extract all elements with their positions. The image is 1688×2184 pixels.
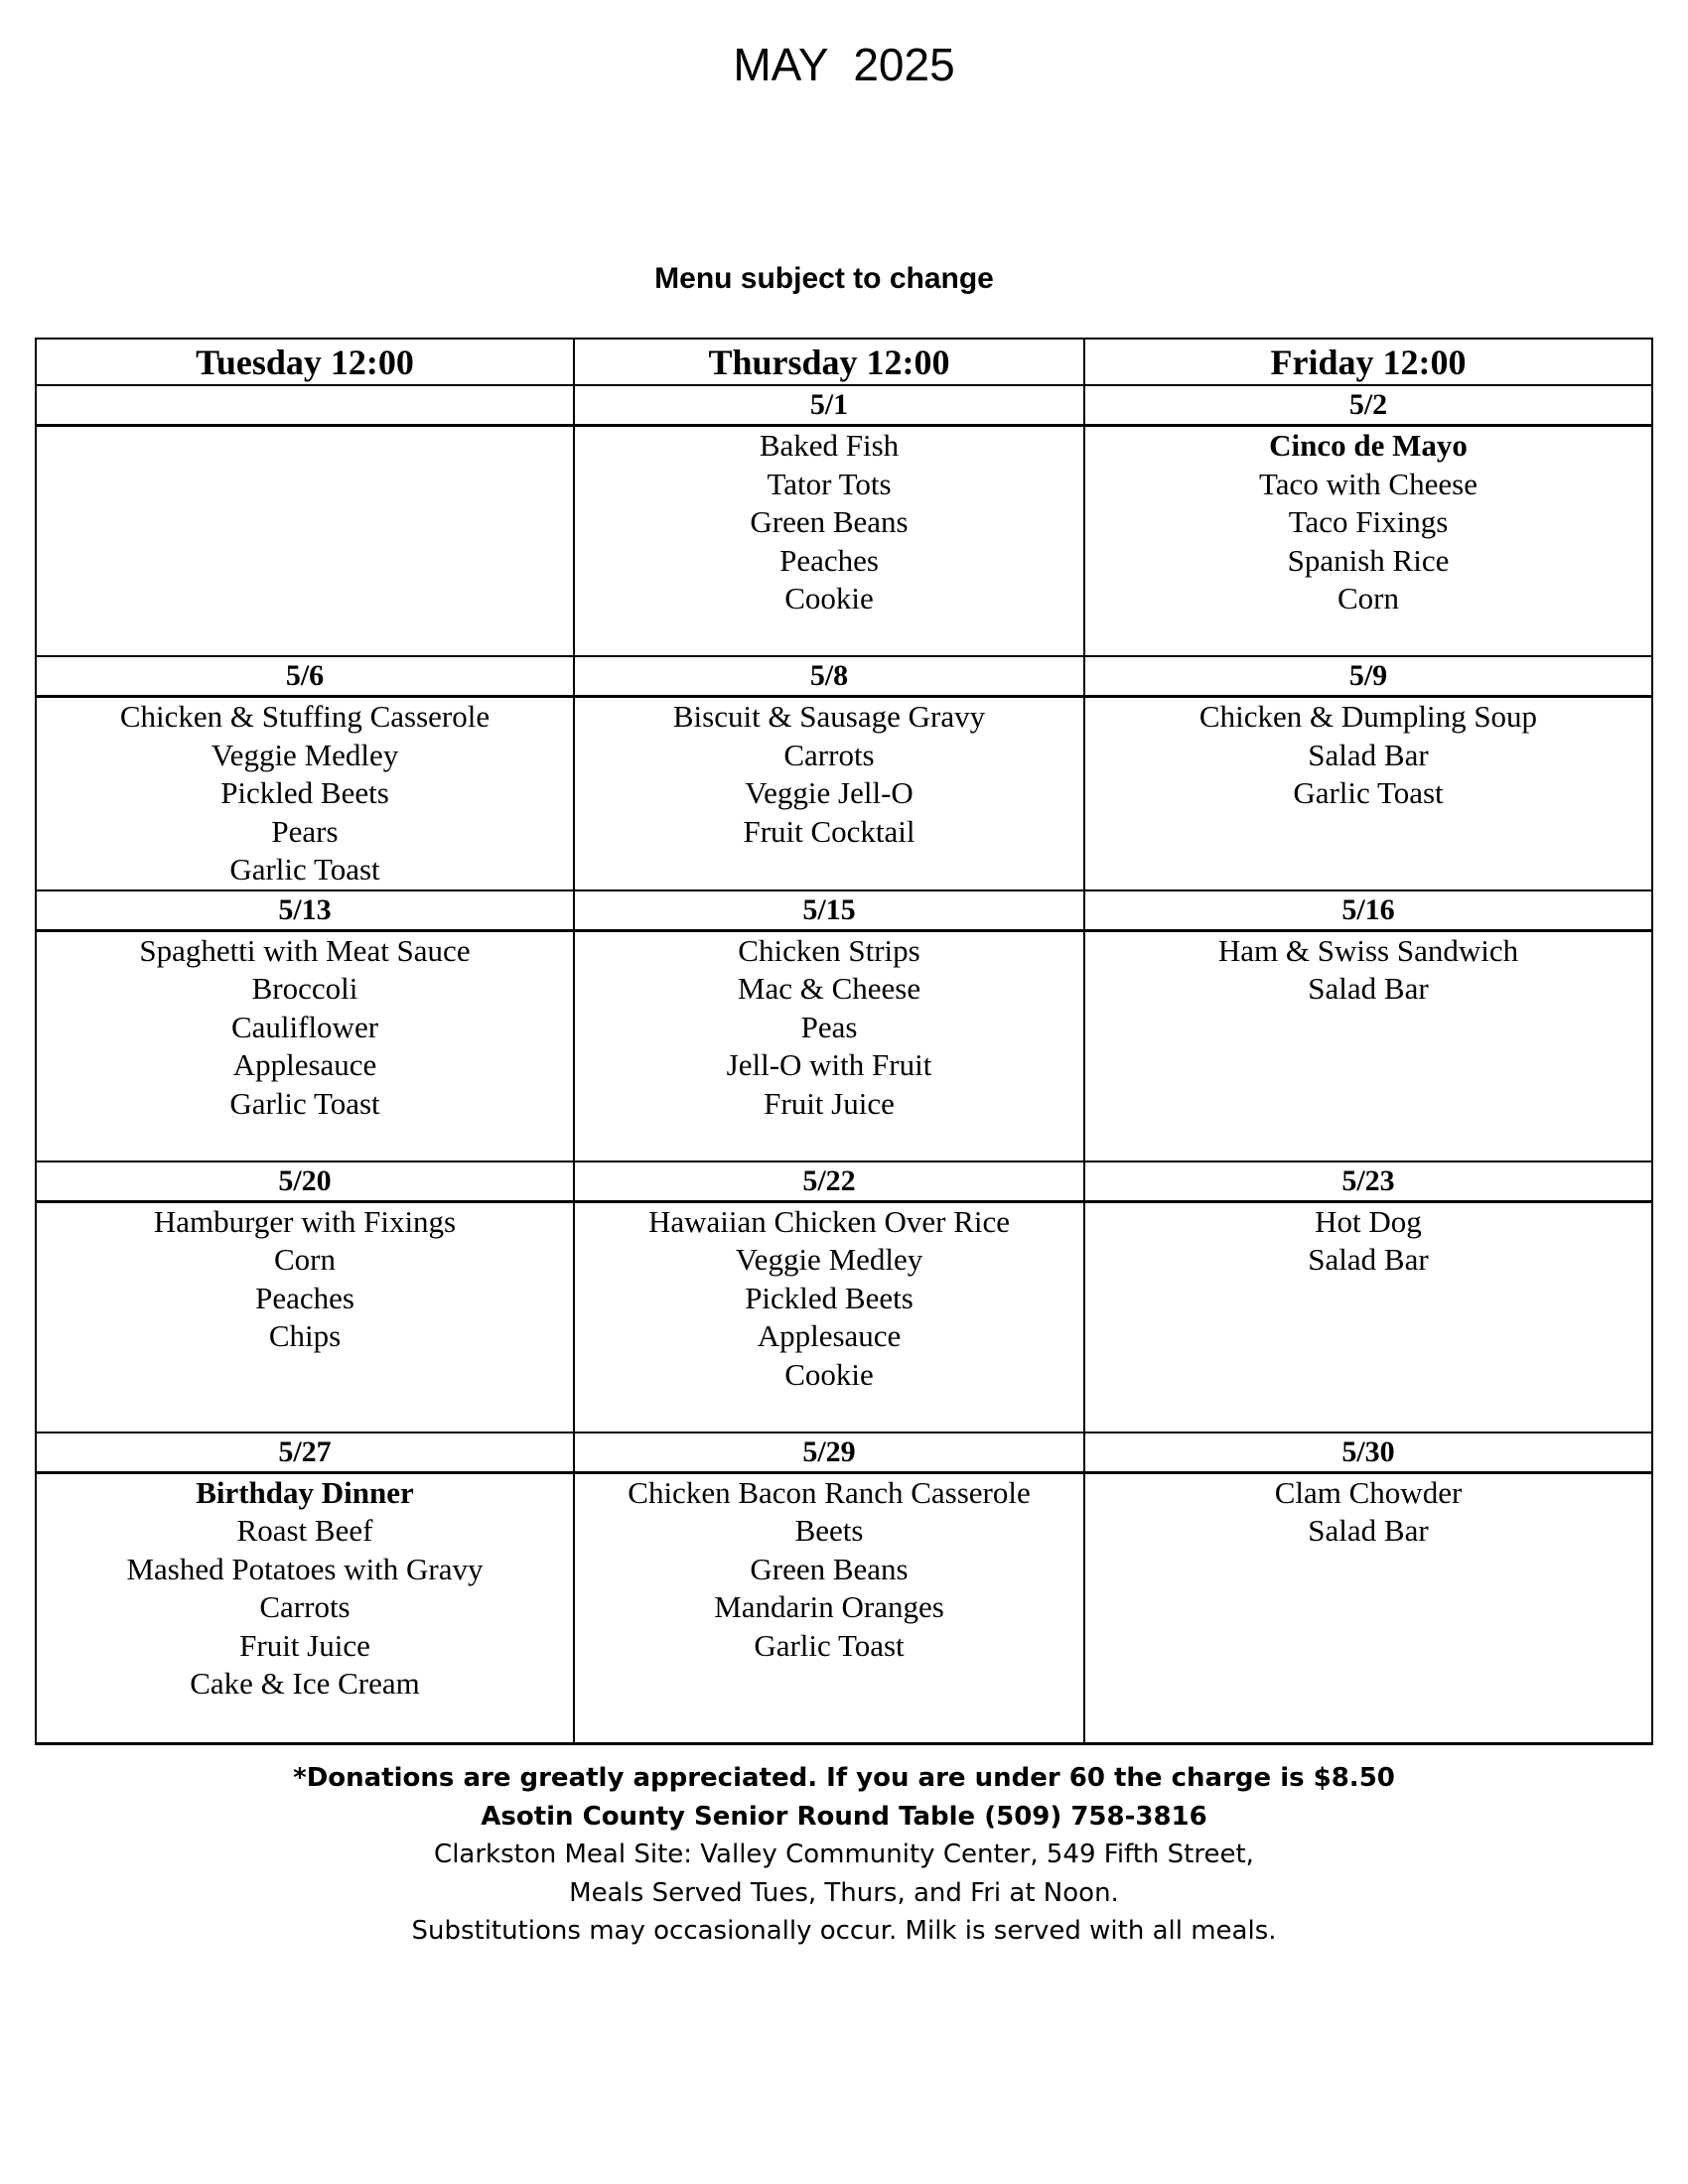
menu-item: Salad Bar — [1308, 971, 1429, 1006]
meal-cell — [1084, 697, 1652, 890]
menu-item: Cookie — [784, 581, 874, 615]
menu-item: Veggie Jell-O — [745, 775, 914, 810]
meal-site-address: Clarkston Meal Site: Valley Community Center, 549 Fifth Street, — [434, 1840, 1254, 1869]
menu-item: Chicken & Dumpling Soup — [1198, 699, 1538, 734]
footer-notes — [0, 1759, 1688, 1951]
meal-cell — [574, 1201, 1084, 1433]
donations-note: *Donations are greatly appreciated. If you are under 60 the charge is $8.50 — [293, 1763, 1395, 1793]
menu-item: Mac & Cheese — [737, 971, 921, 1006]
menu-item: Clam Chowder — [1274, 1474, 1463, 1510]
meal-cell — [574, 426, 1084, 657]
menu-item: Mandarin Oranges — [714, 1589, 944, 1624]
date-row — [36, 656, 1652, 697]
meal-cell — [36, 1472, 574, 1743]
meal-cell — [1084, 1201, 1652, 1433]
meal-cell — [36, 1201, 574, 1433]
menu-item: Corn — [1337, 581, 1399, 615]
date-cell: 5/23 — [1084, 1161, 1652, 1202]
meal-cell — [36, 426, 574, 657]
menu-item: Cake & Ice Cream — [190, 1666, 420, 1701]
date-cell: 5/29 — [574, 1433, 1084, 1473]
menu-subtitle: Menu subject to change — [654, 262, 994, 295]
menu-item: Fruit Cocktail — [743, 813, 915, 849]
menu-item: Salad Bar — [1308, 737, 1429, 772]
menu-item: Chips — [268, 1318, 342, 1353]
meal-row — [36, 697, 1652, 890]
menu-item: Peaches — [779, 542, 879, 578]
menu-item: Carrots — [259, 1589, 351, 1624]
menu-item: Jell-O with Fruit — [726, 1047, 932, 1082]
menu-item: Hawaiian Chicken Over Rice — [647, 1203, 1011, 1239]
menu-item: Fruit Juice — [239, 1627, 370, 1663]
meal-row — [36, 1472, 1652, 1743]
menu-item: Chicken & Stuffing Casserole — [119, 699, 491, 734]
substitutions-note: Substitutions may occasionally occur. Milk is served with all meals. — [411, 1916, 1277, 1946]
date-cell: 5/30 — [1084, 1433, 1652, 1473]
menu-item: Tator Tots — [767, 466, 892, 501]
menu-item: Hamburger with Fixings — [153, 1203, 457, 1239]
menu-item: Corn — [274, 1242, 336, 1277]
date-cell: 5/9 — [1084, 656, 1652, 697]
menu-item: Baked Fish — [759, 428, 900, 463]
menu-item: Fruit Juice — [764, 1085, 895, 1121]
menu-item: Spaghetti with Meat Sauce — [139, 932, 471, 968]
meal-cell — [574, 1472, 1084, 1743]
menu-item: Spanish Rice — [1287, 542, 1450, 578]
menu-item: Green Beans — [750, 1551, 909, 1586]
menu-item: Beets — [794, 1513, 864, 1548]
meal-cell — [36, 697, 574, 890]
meal-cell — [1084, 426, 1652, 657]
column-header-friday: Friday 12:00 — [1084, 339, 1652, 385]
date-cell: 5/22 — [574, 1161, 1084, 1202]
menu-item: Taco with Cheese — [1259, 466, 1477, 501]
menu-item: Mashed Potatoes with Gravy — [126, 1551, 484, 1586]
menu-item: Garlic Toast — [1293, 775, 1444, 810]
page-title: MAY 2025 — [733, 39, 955, 90]
meal-cell — [36, 930, 574, 1161]
menu-item: Pears — [271, 813, 339, 849]
meal-cell — [1084, 1472, 1652, 1743]
date-cell — [36, 385, 574, 426]
special-event-label: Cinco de Mayo — [1269, 428, 1468, 463]
meal-schedule: Meals Served Tues, Thurs, and Fri at Noon. — [569, 1877, 1119, 1908]
menu-item: Peaches — [255, 1280, 354, 1315]
menu-item: Chicken Bacon Ranch Casserole — [628, 1474, 1031, 1510]
menu-item: Green Beans — [750, 504, 909, 539]
menu-item: Chicken Strips — [738, 932, 920, 968]
menu-item: Biscuit & Sausage Gravy — [672, 699, 986, 734]
meal-row — [36, 930, 1652, 1161]
date-cell: 5/1 — [574, 385, 1084, 426]
meal-cell — [1084, 930, 1652, 1161]
date-cell: 5/13 — [36, 890, 574, 931]
menu-item: Garlic Toast — [229, 1085, 380, 1121]
date-cell: 5/6 — [36, 656, 574, 697]
menu-item: Garlic Toast — [754, 1627, 905, 1663]
meal-row — [36, 426, 1652, 657]
menu-item: Veggie Medley — [735, 1242, 923, 1277]
column-header-tuesday: Tuesday 12:00 — [36, 339, 574, 385]
date-cell: 5/2 — [1084, 385, 1652, 426]
meal-cell — [574, 930, 1084, 1161]
menu-item: Cauliflower — [230, 1009, 379, 1044]
date-row — [36, 890, 1652, 931]
header-row — [36, 339, 1652, 385]
menu-item: Pickled Beets — [745, 1280, 914, 1315]
menu-item: Broccoli — [251, 971, 358, 1006]
menu-item: Hot Dog — [1315, 1203, 1422, 1239]
menu-item: Carrots — [783, 737, 875, 772]
menu-item: Cookie — [784, 1356, 874, 1392]
menu-item: Garlic Toast — [229, 852, 380, 887]
menu-item: Applesauce — [232, 1047, 377, 1082]
date-row — [36, 1161, 1652, 1202]
date-cell: 5/27 — [36, 1433, 574, 1473]
meal-row — [36, 1201, 1652, 1433]
menu-item: Roast Beef — [236, 1513, 373, 1548]
menu-item: Ham & Swiss Sandwich — [1217, 932, 1519, 968]
menu-item: Veggie Medley — [211, 737, 399, 772]
special-event-label: Birthday Dinner — [196, 1474, 414, 1510]
menu-item: Pickled Beets — [220, 775, 389, 810]
date-cell: 5/20 — [36, 1161, 574, 1202]
organization-contact: Asotin County Senior Round Table (509) 758-3816 — [481, 1801, 1207, 1832]
menu-item: Peas — [800, 1009, 858, 1044]
menu-item: Taco Fixings — [1288, 504, 1449, 539]
date-cell: 5/8 — [574, 656, 1084, 697]
menu-table — [35, 338, 1653, 1745]
menu-item: Salad Bar — [1308, 1242, 1429, 1277]
date-cell: 5/15 — [574, 890, 1084, 931]
column-header-thursday: Thursday 12:00 — [574, 339, 1084, 385]
menu-item: Salad Bar — [1308, 1513, 1429, 1548]
menu-item: Applesauce — [757, 1318, 902, 1353]
date-cell: 5/16 — [1084, 890, 1652, 931]
meal-cell — [574, 697, 1084, 890]
date-row — [36, 385, 1652, 426]
date-row — [36, 1433, 1652, 1473]
